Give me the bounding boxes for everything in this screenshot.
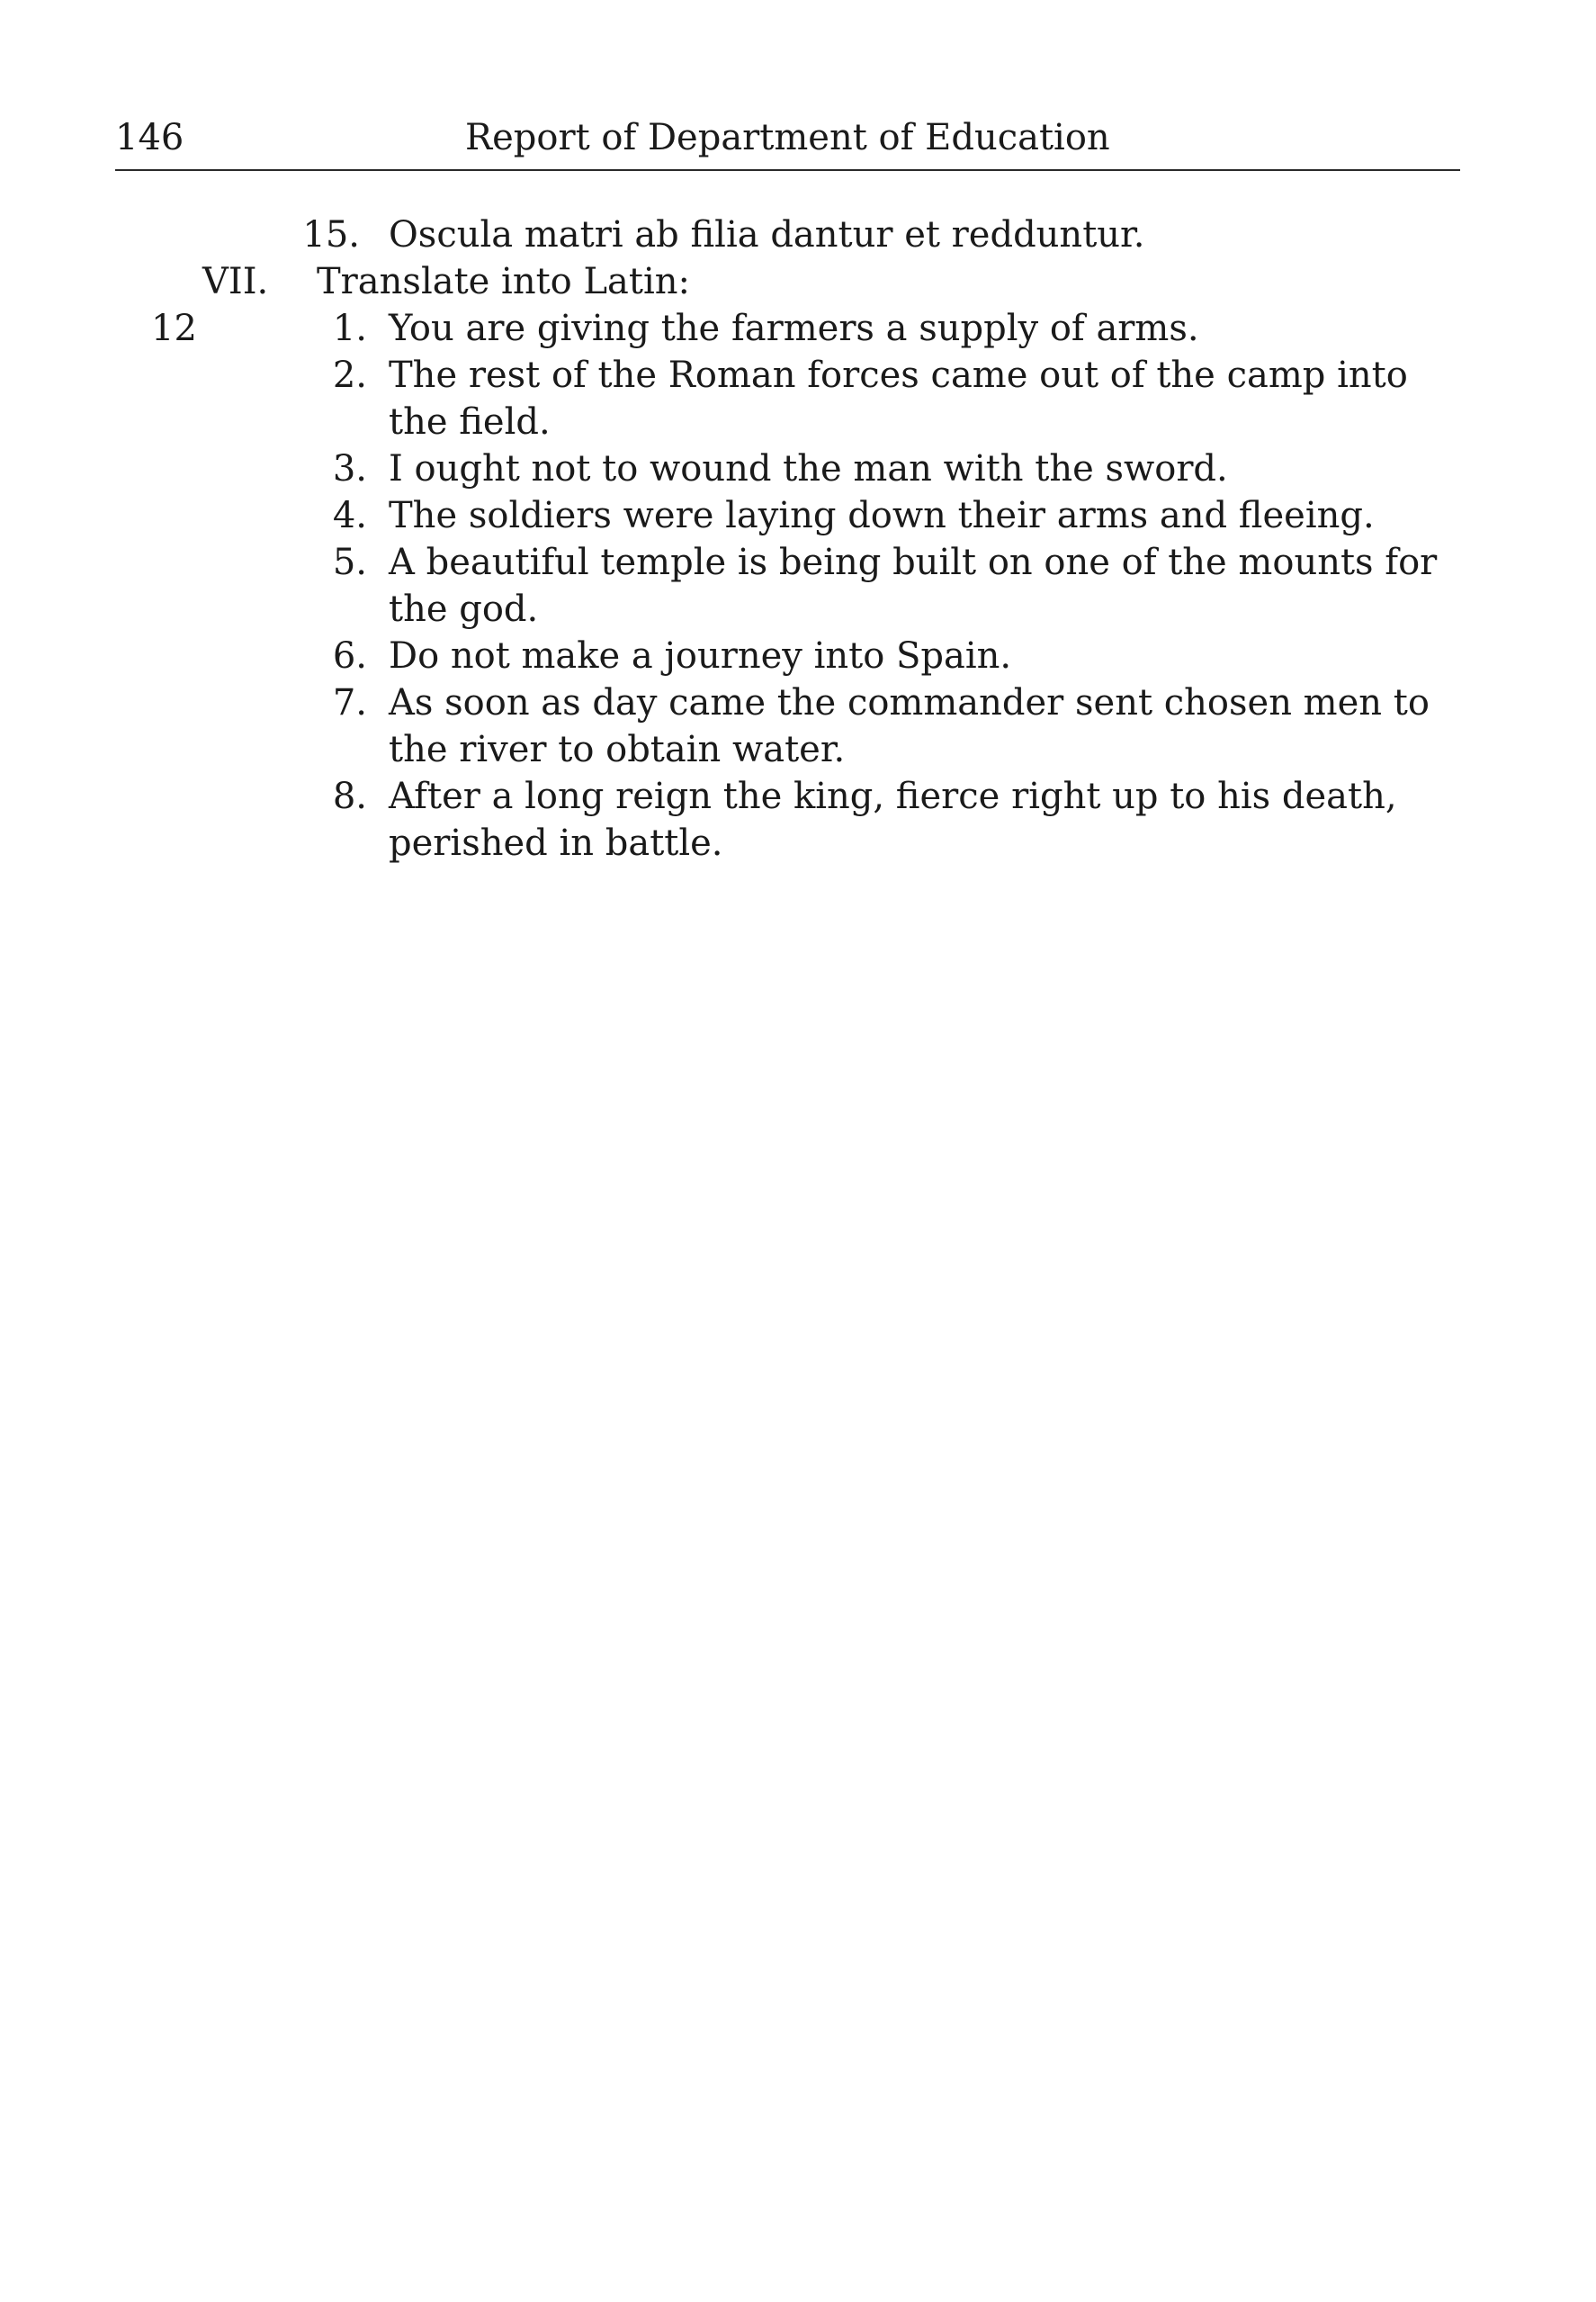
item-number: 3. [332, 448, 367, 490]
item-text: The rest of the Roman forces came out of the camp into [389, 355, 1408, 396]
item-text: I ought not to wound the man with the sword. [389, 448, 1228, 490]
item-text: After a long reign the king, fierce right up to his death, [389, 776, 1397, 817]
item-number: 4. [332, 495, 367, 536]
item-number: 6. [332, 635, 367, 677]
item-number: 15. [302, 214, 360, 256]
item-text-continuation: the river to obtain water. [389, 729, 846, 770]
item-text: Do not make a journey into Spain. [389, 635, 1012, 677]
section-numeral: VII. [202, 261, 269, 302]
item-number: 8. [332, 776, 367, 817]
item-text-continuation: the god. [389, 589, 539, 630]
item-text-continuation: the field. [389, 401, 551, 443]
item-text: The soldiers were laying down their arms and fleeing. [389, 495, 1375, 536]
item-text: A beautiful temple is being built on one of the mounts for [389, 542, 1438, 583]
running-head: Report of Department of Education [465, 117, 1110, 158]
item-text-continuation: perished in battle. [389, 823, 723, 864]
section-heading: Translate into Latin: [317, 261, 690, 302]
item-number: 7. [332, 682, 367, 724]
page-number: 146 [115, 117, 184, 158]
item-text: You are giving the farmers a supply of arms. [389, 308, 1199, 349]
item-text: As soon as day came the commander sent chosen men to [389, 682, 1430, 724]
item-number: 5. [332, 542, 367, 583]
marks-value: 12 [151, 308, 197, 349]
header-rule [115, 169, 1460, 171]
item-text: Oscula matri ab filia dantur et redduntur. [389, 214, 1145, 256]
item-number: 1. [332, 308, 367, 349]
item-number: 2. [332, 355, 367, 396]
